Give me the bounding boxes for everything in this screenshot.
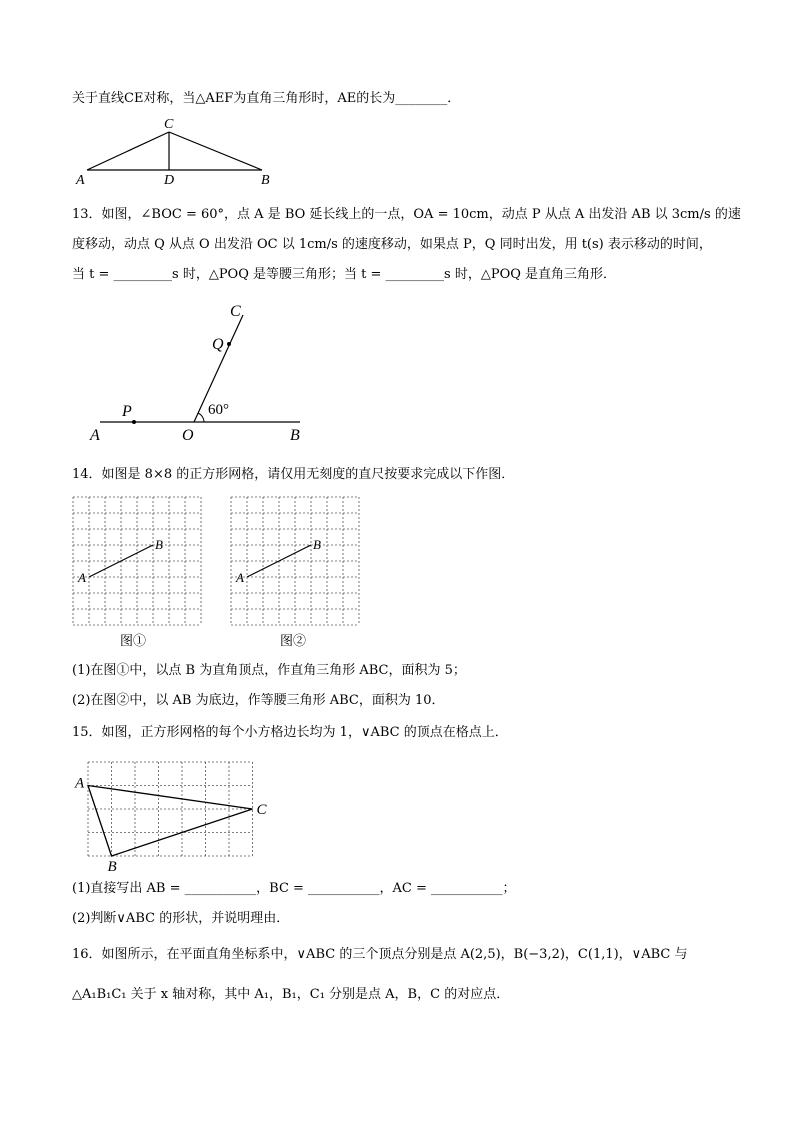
q13-text-line-2: 度移动，动点 Q 从点 O 出发沿 OC 以 1cm/s 的速度移动，如果点 P，Q 同时出发，用 t(s) 表示移动的时间， — [72, 237, 712, 252]
label-P: P — [122, 403, 132, 420]
q15-grid-figure — [74, 758, 274, 875]
label-C: C — [256, 802, 267, 818]
q14-grid-figure-1 — [72, 496, 202, 624]
q14-caption-1: 图① — [120, 634, 147, 649]
label-O: O — [182, 427, 194, 444]
q12-text-line: 关于直线CE对称，当△AEF为直角三角形时，AE的长为________． — [72, 91, 461, 106]
q12-triangle-figure — [72, 115, 282, 190]
triangle-ABC — [88, 786, 253, 857]
label-B: B — [155, 537, 163, 552]
label-A: A — [78, 570, 86, 585]
label-A: A — [236, 570, 244, 585]
label-A: A — [75, 775, 85, 792]
point-P — [132, 420, 136, 424]
label-D: D — [164, 173, 175, 188]
q13-text-line-1: 13．如图，∠BOC = 60°，点 A 是 BO 延长线上的一点，OA = 10cm，动点 P 从点 A 出发沿 AB 以 3cm/s 的速 — [72, 207, 741, 222]
label-Q: Q — [212, 336, 224, 353]
q15-text-line: 15．如图，正方形网格的每个小方格边长均为 1，∨ABC 的顶点在格点上． — [72, 725, 508, 740]
point-Q — [227, 342, 231, 346]
label-B: B — [261, 173, 270, 188]
label-A: A — [76, 173, 85, 188]
label-B: B — [107, 859, 117, 875]
q13-text-line-3: 当 t = _________s 时，△POQ 是等腰三角形；当 t = _________s 时，△POQ 是直角三角形． — [72, 267, 617, 282]
label-60: 60° — [208, 402, 229, 418]
q14-caption-2: 图② — [280, 634, 307, 649]
q14-grid-figure-2 — [230, 496, 360, 624]
q15-part-2: (2)判断∨ABC 的形状，并说明理由． — [72, 911, 290, 926]
q16-text-line-2: △A₁B₁C₁ 关于 x 轴对称，其中 A₁，B₁，C₁ 分别是点 A，B，C 的对应点． — [72, 987, 510, 1002]
q13-angle-figure — [88, 298, 318, 448]
q16-text-line-1: 16．如图所示，在平面直角坐标系中，∨ABC 的三个顶点分别是点 A(2,5)，B(−3,2)，C(1,1)，∨ABC 与 — [72, 947, 688, 962]
q14-text-line: 14．如图是 8×8 的正方形网格，请仅用无刻度的直尺按要求完成以下作图． — [72, 467, 515, 482]
q14-part-2: (2)在图②中，以 AB 为底边，作等腰三角形 ABC，面积为 10． — [72, 693, 445, 708]
q15-part-1: (1)直接写出 AB = ___________，BC = ___________，AC = ___________； — [72, 881, 516, 896]
label-B: B — [290, 427, 300, 444]
label-A: A — [90, 427, 100, 444]
q14-part-1: (1)在图①中，以点 B 为直角顶点，作直角三角形 ABC，面积为 5； — [72, 663, 466, 678]
label-C: C — [230, 303, 241, 320]
label-C: C — [164, 117, 174, 132]
label-B: B — [313, 537, 321, 552]
